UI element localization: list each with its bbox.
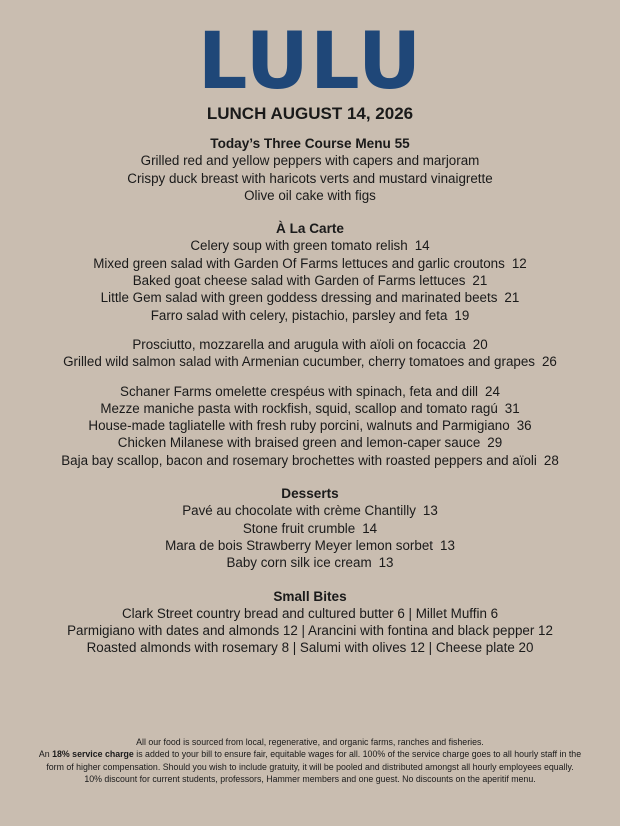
- item-price: 19: [454, 307, 470, 323]
- item-price: 13: [440, 537, 455, 553]
- menu-item: Grilled red and yellow peppers with capers and marjoram: [140, 153, 480, 169]
- menu-body: [0, 135, 620, 657]
- item-name: Grilled wild salmon salad with Armenian cucumber, cherry tomatoes and grapes: [63, 354, 535, 370]
- item-price: 31: [504, 400, 520, 416]
- item-name: Schaner Farms omelette crespéus with spinach, feta and dill: [120, 383, 479, 399]
- footer-line: 10% discount for current students, professors, Hammer members and one guest. No discounts on the aperitif menu.: [84, 774, 536, 785]
- item-price: 14: [362, 520, 378, 536]
- item-price: 20: [472, 336, 488, 352]
- item-price: 21: [504, 290, 520, 306]
- menu-item: [0, 400, 620, 417]
- footer-text: An: [38, 749, 53, 760]
- item-name: Baby corn silk ice cream: [226, 555, 372, 571]
- item-price: 21: [472, 273, 488, 289]
- menu-item: [0, 353, 620, 370]
- item-name: Prosciutto, mozzarella and arugula with aïoli on focaccia: [132, 336, 466, 352]
- item-price: 29: [487, 435, 503, 451]
- small-bites-line: Clark Street country bread and cultured butter 6 | Millet Muffin 6: [121, 605, 499, 621]
- restaurant-logo: LULU: [197, 17, 423, 107]
- item-name: Celery soup with green tomato relish: [190, 238, 408, 254]
- menu-item: Crispy duck breast with haricots verts and mustard vinaigrette: [127, 170, 493, 186]
- footer-line: All our food is sourced from local, regenerative, and organic farms, ranches and fisheries.: [136, 737, 484, 747]
- item-name: Little Gem salad with green goddess dressing and marinated beets: [100, 290, 498, 306]
- menu-date-title: LUNCH AUGUST 14, 2026: [206, 104, 414, 123]
- item-price: 26: [541, 354, 557, 370]
- menu-item: [0, 537, 620, 554]
- service-charge-text: 18% service charge: [52, 749, 134, 760]
- footer-line: [0, 748, 620, 760]
- menu-item: [0, 237, 620, 254]
- a-la-carte-heading: À La Carte: [276, 221, 344, 237]
- menu-item: [0, 417, 620, 434]
- item-name: Pavé au chocolate with crème Chantilly: [182, 503, 416, 519]
- footer-text: is added to your bill to ensure fair, equitable wages for all. 100% of the service charge goes to all hourly staff in the: [133, 749, 582, 760]
- menu-item: [0, 520, 620, 537]
- item-price: 13: [378, 555, 394, 571]
- menu-item: [0, 336, 620, 353]
- item-name: Chicken Milanese with braised green and lemon-caper sauce: [117, 435, 481, 451]
- menu-item: Olive oil cake with figs: [244, 187, 376, 203]
- item-name: House-made tagliatelle with fresh ruby porcini, walnuts and Parmigiano: [88, 418, 510, 434]
- menu-item: [0, 307, 620, 324]
- small-bites-line: Parmigiano with dates and almonds 12 | Arancini with fontina and black pepper 12: [67, 623, 553, 639]
- item-price: 36: [516, 418, 532, 434]
- menu-item: [0, 289, 620, 306]
- menu-item: [0, 554, 620, 571]
- small-bites-heading: Small Bites: [273, 588, 347, 604]
- menu-item: [0, 452, 620, 469]
- item-name: Mara de bois Strawberry Meyer lemon sorbet: [165, 537, 433, 553]
- item-name: Baked goat cheese salad with Garden of Farms lettuces: [132, 273, 466, 289]
- footer-line: form of higher compensation. Should you wish to include gratuity, it will be pooled and distributed amongst all hourly employees equally.: [46, 761, 574, 772]
- item-name: Mezze maniche pasta with rockfish, squid, scallop and tomato ragú: [100, 400, 498, 416]
- item-name: Mixed green salad with Garden Of Farms lettuces and garlic croutons: [93, 255, 505, 271]
- desserts-heading: Desserts: [281, 486, 339, 502]
- item-price: 24: [485, 383, 500, 399]
- menu-item: [0, 383, 620, 400]
- item-price: 28: [543, 452, 559, 468]
- menu-item: [0, 272, 620, 289]
- item-price: 12: [511, 255, 527, 271]
- item-name: Baja bay scallop, bacon and rosemary brochettes with roasted peppers and aïoli: [61, 452, 537, 468]
- menu-item: [0, 255, 620, 272]
- item-name: Farro salad with celery, pistachio, parsley and feta: [150, 307, 448, 323]
- small-bites-line: Roasted almonds with rosemary 8 | Salumi with olives 12 | Cheese plate 20: [86, 640, 534, 656]
- item-price: 13: [422, 503, 438, 519]
- item-price: 14: [414, 238, 430, 254]
- item-name: Stone fruit crumble: [242, 520, 356, 536]
- menu-item: [0, 434, 620, 451]
- three-course-heading: Today’s Three Course Menu 55: [210, 136, 410, 151]
- footer-notes: [0, 736, 620, 786]
- menu-item: [0, 502, 620, 519]
